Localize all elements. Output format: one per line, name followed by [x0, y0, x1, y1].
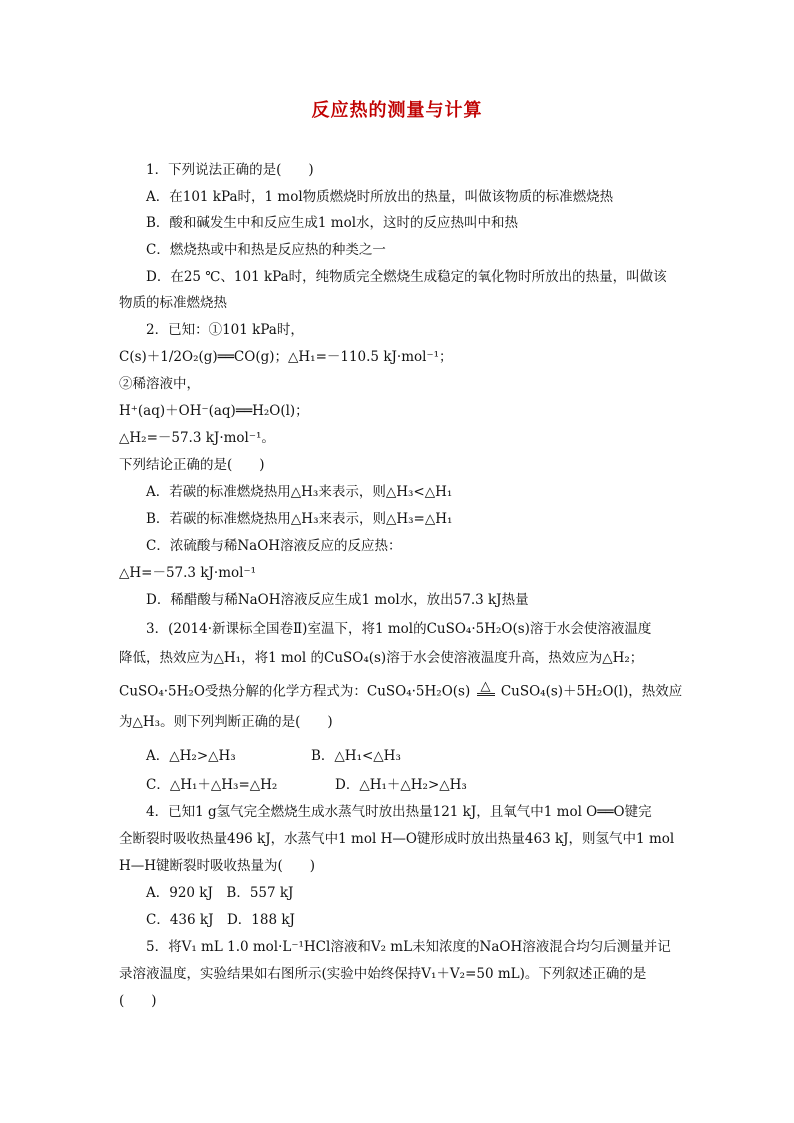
q3-equation-left: CuSO₄·5H₂O受热分解的化学方程式为：CuSO₄·5H₂O(s) [119, 683, 471, 700]
q2-option-a: A．若碳的标准燃烧热用△H₃来表示，则△H₃<△H₁ [146, 484, 453, 500]
q1-option-d-cont: 物质的标准燃烧热 [119, 295, 227, 311]
q5-line-1: 5．将V₁ mL 1.0 mol·L⁻¹HCl溶液和V₂ mL未知浓度的NaOH溶液混合均匀后测量并记 [146, 939, 671, 955]
q4-line-1: 4．已知1 g氢气完全燃烧生成水蒸气时放出热量121 kJ，且氧气中1 mol O══O键完 [146, 804, 652, 820]
q4-options-cd: C．436 kJ D．188 kJ [146, 912, 295, 928]
q4-line-2: 全断裂时吸收热量496 kJ，水蒸气中1 mol H—O键形成时放出热量463 kJ，则氢气中1 mol [119, 831, 675, 847]
q1-option-a: A．在101 kPa时，1 mol物质燃烧时所放出的热量，叫做该物质的标准燃烧热 [146, 189, 614, 205]
q3-option-a: A．△H₂>△H₃ [146, 748, 236, 764]
q2-option-d: D．稀醋酸与稀NaOH溶液反应生成1 mol水，放出57.3 kJ热量 [146, 592, 529, 608]
heat-condition: △ [477, 680, 495, 696]
q2-option-c: C．浓硫酸与稀NaOH溶液反应的反应热： [146, 538, 402, 554]
q4-options-ab: A．920 kJ B．557 kJ [146, 885, 294, 901]
q3-line-2: 降低，热效应为△H₁，将1 mol 的CuSO₄(s)溶于水会使溶液温度升高，热效应为△H₂； [119, 650, 644, 666]
q2-condition-2: ②稀溶液中， [119, 376, 200, 392]
page-title: 反应热的测量与计算 [311, 100, 483, 121]
q5-line-2: 录溶液温度，实验结果如右图所示(实验中始终保持V₁＋V₂=50 mL)。下列叙述正确的是 [119, 966, 647, 982]
q2-question: 下列结论正确的是( ) [119, 457, 265, 473]
q2-delta-h2: △H₂=－57.3 kJ·mol⁻¹。 [119, 430, 275, 446]
q2-option-b: B．若碳的标准燃烧热用△H₃来表示，则△H₃=△H₁ [146, 511, 453, 527]
q3-option-d: D．△H₁＋△H₂>△H₃ [335, 777, 467, 793]
q1-stem: 1．下列说法正确的是( ) [146, 162, 314, 178]
q3-line-1: 3．(2014·新课标全国卷Ⅱ)室温下，将1 mol的CuSO₄·5H₂O(s)溶于水会使溶液温度 [146, 621, 652, 637]
q2-equation-1: C(s)＋1/2O₂(g)══CO(g)；△H₁=－110.5 kJ·mol⁻¹； [119, 349, 453, 365]
heating-arrow [477, 680, 495, 704]
q3-equation-right: CuSO₄(s)＋5H₂O(l)，热效应 [500, 683, 683, 700]
q1-option-b: B．酸和碱发生中和反应生成1 mol水，这时的反应热叫中和热 [146, 215, 519, 231]
q3-option-b: B．△H₁<△H₃ [311, 748, 401, 764]
q3-line-4: 为△H₃。则下列判断正确的是( ) [119, 714, 333, 730]
q2-option-c-value: △H=－57.3 kJ·mol⁻¹ [119, 565, 256, 581]
q5-line-3: ( ) [119, 993, 157, 1009]
q2-equation-2: H⁺(aq)＋OH⁻(aq)══H₂O(l)； [119, 403, 309, 419]
q1-option-d: D．在25 ℃、101 kPa时，纯物质完全燃烧生成稳定的氧化物时所放出的热量，叫做该 [146, 269, 667, 285]
q4-line-3: H—H键断裂时吸收热量为( ) [119, 858, 316, 874]
q3-option-c: C．△H₁＋△H₃=△H₂ [146, 777, 278, 793]
q2-stem: 2．已知：①101 kPa时， [146, 322, 304, 338]
q3-line-3 [119, 680, 682, 704]
q1-option-c: C．燃烧热或中和热是反应热的种类之一 [146, 242, 386, 258]
